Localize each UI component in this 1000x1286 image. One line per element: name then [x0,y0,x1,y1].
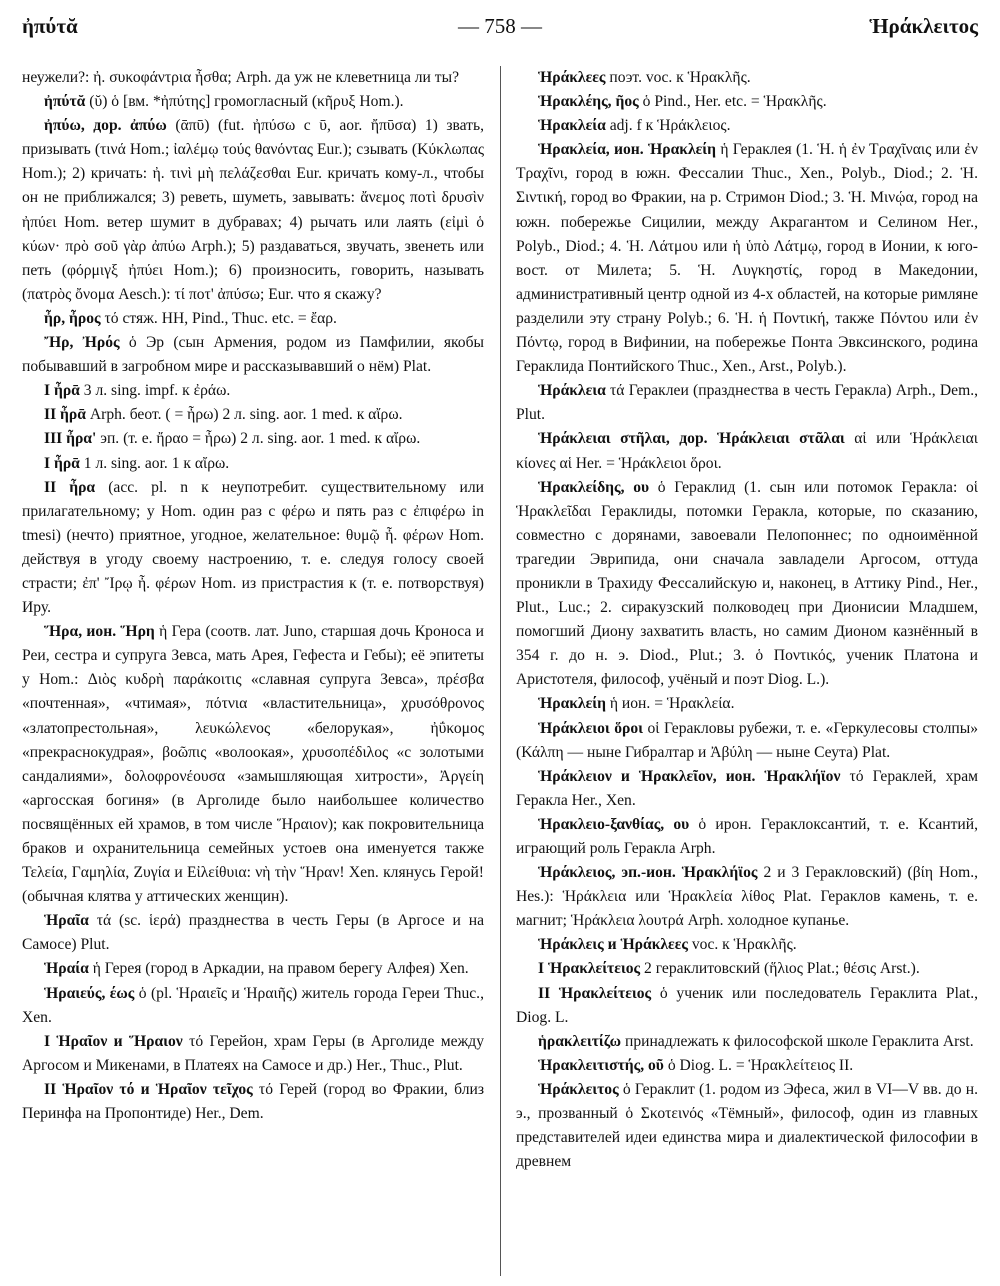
entry-definition: (ῠ) ὁ [вм. *ἠπύτης] громогласный (κῆρυξ Hom.). [89,93,404,111]
dictionary-entry [22,307,484,331]
entry-headword: ἡρακλειτίζω [538,1032,622,1050]
entry-headword: ἠπύω, дор. ἀπύω [44,117,167,135]
entry-definition: οἱ Геракловы рубежи, т. е. «Геркулесовы столпы» (Κάλπη — ныне Гибралтар и Ἀβύλη — ныне Сеута) Plat. [516,719,978,761]
entry-definition: ὁ Diog. L. = Ἡρακλείτειος II. [667,1056,854,1074]
entry-headword: Ἡρακλείδης, ου [538,478,650,496]
entry-headword: II Ἡραῖον τό и Ἡραῖον τεῖχος [44,1080,253,1098]
dictionary-entry [22,620,484,909]
dictionary-entry [516,982,978,1030]
dictionary-entry [22,1030,484,1078]
entry-definition: ὁ Эр (сын Армения, родом из Памфилии, якобы побывавший в загробном мире и рассказывавший о нём) Plat. [22,334,484,376]
entry-headword: II ἦρα [44,478,96,496]
header-left-word: ἠπύτᾰ [22,14,78,38]
header-right-word: Ἡράκλειτος [869,14,978,38]
entry-headword: ἠπύτᾰ [44,93,86,111]
entry-headword: I ἦρᾱ [44,454,80,472]
entry-definition: эп. (т. е. ἤραο = ἦρω) 2 л. sing. aor. 1 med. к αἴρω. [100,430,421,448]
entry-headword: Ἡρακλειο-ξανθίας, ου [538,815,690,833]
entry-definition: Arph. беот. ( = ἦρω) 2 л. sing. aor. 1 med. к αἴρω. [89,406,403,424]
entry-headword: Ἤρ, Ἠρός [44,334,120,352]
dictionary-entry [516,717,978,765]
entry-headword: Ἡράκλεις и Ἡράκλεες [538,936,688,954]
dictionary-entry [516,379,978,427]
dictionary-entry [516,861,978,933]
entry-definition: τό Гераклей, храм Геракла Her., Xen. [516,767,978,809]
entry-headword: I Ἡρακλείτειος [538,960,641,978]
entry-definition: неужели?: ἠ. συκοφάντρια ἦσθα; Arph. да уж не клеветница ли ты? [22,69,459,86]
entry-headword: Ἥρα, ион. Ἥρη [44,623,155,641]
column-divider [500,66,501,1276]
dictionary-entry [516,138,978,379]
entry-definition: (acc. pl. n к неупотребит. существительному или прилагательному; у Hom. один раз с φέρω и пять раз с ἐπιφέρω in tmesi) (нечто) приятное, угодное, желательное: θυμῷ ἦ. φέρων Hom. действуя в угоду своему настроению, т. е. следуя голосу своей страсти; ἐπ' Ἴρῳ ἦ. φέρων Hom. из пристрастия к (т. е. потворствуя) Иру. [22,478,484,617]
entry-definition: ἡ ион. = Ἡρακλεία. [609,695,735,713]
dictionary-entry [516,1030,978,1054]
entry-headword: II ἦρᾱ [44,406,86,424]
entry-headword: Ἡρακλέης, ῆος [538,93,639,111]
dictionary-entry [22,66,484,90]
entry-headword: I ἦρᾱ [44,382,80,400]
entry-headword: II Ἡρακλείτειος [538,984,652,1002]
entry-headword: Ἡράκλειον и Ἡρακλεῖον, ион. Ἡρακλήϊον [538,767,841,785]
dictionary-entry [516,933,978,957]
entry-definition: τό стяж. HH, Pind., Thuc. etc. = ἔαρ. [104,309,337,327]
page-header [22,14,978,46]
entry-headword: Ἡραῖα [44,912,89,930]
left-column [22,66,484,1276]
entry-headword: Ἡράκλειος, эп.-ион. Ἡρακλήϊος [538,864,758,882]
dictionary-entry [22,1078,484,1126]
entry-definition: adj. f к Ἡράκλειος. [609,117,731,135]
dictionary-entry [22,427,484,451]
entry-definition: поэт. voc. к Ἡρακλῆς. [609,69,751,86]
entry-definition: принадлежать к философской школе Гераклита Arst. [624,1032,974,1050]
entry-headword: ἦρ, ἦρος [44,309,101,327]
entry-definition: τό Герей (город во Фракии, близ Перинфа на Пропонтиде) Her., Dem. [22,1080,484,1123]
dictionary-entry [516,427,978,475]
dictionary-entry [516,90,978,114]
entry-definition: 2 гераклитовский (ἥλιος Plat.; θέσις Arst.). [644,960,920,978]
entry-headword: III ἦρα' [44,430,97,448]
entry-definition: ἡ Гераклея (1. Ἡ. ἡ ἐν Τραχῖναις или ἐν Τραχῖνι, город в южн. Фессалии Thuc., Xen., Polyb., Diod.; 2. Ἡ. Σιντική, город во Фракии, на р. Стримон Diod.; 3. Ἡ. Μινῴα, город на южн. побережье Сицилии, между Акрагантом и Селином Her., Polyb., Diod.; 4. Ἡ. Λάτμου или ἡ ὑπὸ Λάτμῳ, город в Ионии, к юго-вост. от Милета; 5. Ἡ. Λυγκηστίς, город в Македонии, административный центр одной из 4-х областей, на которые римляне разделили эту страну Polyb.; 6. Ἡ. ἡ Ποντική, также Πόντου или ἐν Πόντῳ, город в Вифинии, на побережье Понта Эвксинского, родина Гераклида Понтийского Thuc., Xen., Arst., Polyb.). [516,141,978,376]
entry-definition: τό Герейон, храм Геры (в Арголиде между Аргосом и Микенами, в Платеях на Самосе и др.) Her., Thuc., Plut. [22,1032,484,1074]
entry-definition: ἡ Гера (соотв. лат. Juno, старшая дочь Кроноса и Реи, сестра и супруга Зевса, мать Арея, Гефеста и Гебы); её эпитеты у Hom.: Διὸς κυδρὴ παράκοιτις «славная супруга Зевса», πρέσβα «почтенная», «чтимая», πότνια «властительница», χρυσόθρονος «златопрестольная», λευκώλενος «белорукая», ἠΰκομος «прекраснокудрая», βοῶπις «волоокая», χρυσοπέδιλος «с золотыми сандалиями», δολοφρονέουσα «замышляющая хитрости», Ἀργείη «аргосская богиня» (в Арголиде было наибольшее количество посвящённых ей храмов, в том числе Ἥραιον); как покровительница браков и охранительница семейных устоев она именуется также Τελεία, Γαμηλία, Ζυγία и Εἰλείθυια: νὴ τὴν Ἥραν! Xen. клянусь Герой! (обычная клятва у аттических женщин). [22,623,484,906]
dictionary-entry [516,813,978,861]
dictionary-entry [22,957,484,981]
entry-definition: ὁ ученик или последователь Гераклита Plat., Diog. L. [516,984,978,1026]
entry-headword: Ἡράκλεια [538,382,606,400]
entry-headword: Ἡράκλεες [538,69,606,86]
entry-headword: I Ἡραῖον и Ἥραιον [44,1032,183,1050]
entry-headword: Ἡραία [44,960,89,978]
entry-definition: ὁ Гераклид (1. сын или потомок Геракла: οἱ Ἡρακλεῖδαι Гераклиды, потомки Геракла, которые, по сказанию, совместно с дорянами, завоевали Пелопоннес; по одноимённой трагедии Эврипида, они сначала завладели Аргосом, оттуда проникли в Трахиду Фессалийскую и, наконец, в Аттику Pind., Her., Plut., Luc.; 2. сиракузский полководец при Дионисии Младшем, помогший Диону захватить власть, но самим Дионом казнённый в 354 г. до н. э. Diod., Plut.; 3. ὁ Ποντικός, ученик Платона и Аристотеля, философ, учёный и поэт Diog. L.). [516,478,978,689]
dictionary-entry [516,476,978,693]
entry-definition: ὁ ирон. Гераклоксантий, т. е. Ксантий, играющий роль Геракла Arph. [516,815,978,857]
entry-definition: (ᾱπῡ) (fut. ἠπύσω с ῡ, aor. ἤπῡσα) 1) звать, призывать (τινά Hom.; ἰαλέμῳ τούς θανόντας Eur.); сзывать (Κύκλωπας Hom.); 2) кричать: ἠ. τινὶ μὴ πελάζεσθαι Eur. кричать кому-л., чтобы он не приближался; 3) реветь, шуметь, завывать: ἄνεμος ποτὶ δρυσὶν ἠπύει Hom. ветер шумит в дубравах; 4) рычать или лаять (εἰμὶ ὁ κύων· πρὸ σοῦ γὰρ ἀπύω Arph.); 5) раздаваться, звучать, звенеть или петь (φόρμιγξ ἠπύει Hom.); 6) произносить, говорить, называть (πατρὸς ὄνομα Aesch.): τί ποτ' ἀπύσω; Eur. что я скажу? [22,117,484,303]
page-number: — 758 — [458,14,542,38]
entry-definition: 2 и 3 Геракловский) (βίη Hom., Hes.): Ἡράκλεια или Ἡρακλεία λίθος Plat. Гераклов камень, т. е. магнит; Ἡράκλεια λουτρά Arph. холодное купанье. [516,864,978,930]
entry-headword: Ἡράκλειαι στῆλαι, дор. Ἡράκλειαι στᾶλαι [538,430,845,448]
dictionary-entry [22,452,484,476]
dictionary-entry [516,114,978,138]
dictionary-entry [22,331,484,379]
entry-definition: 1 л. sing. aor. 1 к αἴρω. [83,454,230,472]
dictionary-entry [516,1078,978,1174]
entry-headword: Ἡρακλειτιστής, οῦ [538,1056,664,1074]
dictionary-entry [516,1054,978,1078]
entry-definition: 3 л. sing. impf. к ἐράω. [83,382,231,400]
dictionary-entry [22,982,484,1030]
entry-definition: τά (sc. ἱερά) празднества в честь Геры (в Аргосе и на Самосе) Plut. [22,912,484,954]
entry-definition: ὁ Гераклит (1. родом из Эфеса, жил в VI—V вв. до н. э., прозванный ὁ Σκοτεινός «Тёмный», философ, один из главных представителей идеи единства мира и диалектической философии в древнем [516,1080,978,1171]
entry-headword: Ἡραιεύς, έως [44,984,135,1002]
entry-headword: Ἡρακλείη [538,695,606,713]
right-column [516,66,978,1276]
dictionary-entry [22,476,484,621]
dictionary-entry [22,90,484,114]
dictionary-entry [516,692,978,716]
entry-headword: Ἡράκλειτος [538,1080,619,1098]
dictionary-entry [516,66,978,90]
entry-definition: τά Гераклеи (празднества в честь Геракла) Arph., Dem., Plut. [516,382,978,424]
entry-headword: Ἡρακλεία [538,117,606,135]
dictionary-entry [22,909,484,957]
dictionary-entry [516,765,978,813]
dictionary-entry [22,114,484,307]
entry-definition: voc. к Ἡρακλῆς. [691,936,797,954]
entry-definition: αἱ или Ἡράκλειαι κίονες αἱ Her. = Ἡράκλειοι ὅροι. [516,430,978,472]
entry-headword: Ἡρακλεία, ион. Ἡρακλείη [538,141,716,159]
entry-definition: ὁ Pind., Her. etc. = Ἡρακλῆς. [642,93,827,111]
entry-headword: Ἡράκλειοι ὅροι [538,719,643,737]
entry-definition: ὁ (pl. Ἡραιεῖς и Ἡραιῆς) житель города Гереи Thuc., Xen. [22,984,484,1026]
dictionary-entry [22,403,484,427]
dictionary-entry [516,957,978,981]
entry-definition: ἡ Герея (город в Аркадии, на правом берегу Алфея) Xen. [92,960,469,978]
dictionary-entry [22,379,484,403]
